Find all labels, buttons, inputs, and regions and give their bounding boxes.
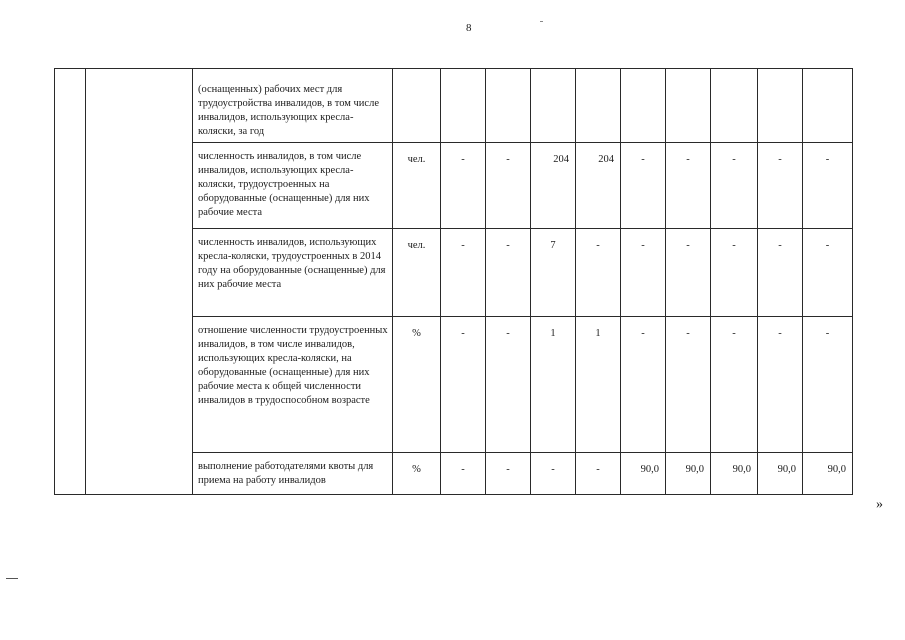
indicator-description: (оснащенных) рабочих мест для трудоустройства инвалидов, в том числе инвалидов, использующих кресла-коляски, за год [193,69,393,143]
value-cell [666,69,711,143]
value-cell: - [666,317,711,453]
value-cell: - [666,229,711,317]
value-cell: 90,0 [666,453,711,495]
indicator-description: численность инвалидов, в том числе инвалидов, использующих кресла-коляски, трудоустроенных на оборудованные (оснащенные) для них рабочие места [193,143,393,229]
value-cell: - [621,229,666,317]
page-number: 8 [466,22,472,34]
goal-cell [86,69,193,495]
value-cell [531,69,576,143]
value-cell: 204 [576,143,621,229]
closing-quote: » [876,497,883,512]
value-cell [758,69,803,143]
value-cell: 1 [576,317,621,453]
value-cell: - [486,143,531,229]
value-cell: - [758,143,803,229]
value-cell: - [441,453,486,495]
value-cell: - [803,317,853,453]
value-cell: - [576,453,621,495]
value-cell: 90,0 [621,453,666,495]
value-cell: 7 [531,229,576,317]
value-cell: - [758,229,803,317]
value-cell: - [711,229,758,317]
indicator-description: выполнение работодателями квоты для приема на работу инвалидов [193,453,393,495]
value-cell: - [531,453,576,495]
value-cell: - [803,229,853,317]
value-cell: 90,0 [758,453,803,495]
value-cell: 204 [531,143,576,229]
value-cell [486,69,531,143]
scan-artifact [540,21,543,22]
indicator-description: численность инвалидов, использующих кресла-коляски, трудоустроенных в 2014 году на оборудованные (оснащенные) для них рабочие места [193,229,393,317]
value-cell: - [666,143,711,229]
value-cell: - [711,143,758,229]
unit-cell: чел. [393,229,441,317]
indicator-description: отношение численности трудоустроенных инвалидов, в том числе инвалидов, использующих кресла-коляски, на оборудованные (оснащенные) для них рабочие места к общей численности инвалидов в трудоспособном возрасте [193,317,393,453]
unit-cell: % [393,453,441,495]
value-cell: - [621,317,666,453]
value-cell [711,69,758,143]
value-cell: - [441,143,486,229]
number-cell [55,69,86,495]
table-row [55,69,853,143]
value-cell [576,69,621,143]
value-cell: - [758,317,803,453]
value-cell: - [441,317,486,453]
value-cell: 90,0 [803,453,853,495]
value-cell: - [803,143,853,229]
value-cell [441,69,486,143]
value-cell [803,69,853,143]
value-cell: - [486,317,531,453]
indicator-table [54,68,853,495]
value-cell: - [576,229,621,317]
unit-cell: % [393,317,441,453]
unit-cell: чел. [393,143,441,229]
value-cell: 1 [531,317,576,453]
value-cell: - [486,229,531,317]
value-cell: - [621,143,666,229]
margin-mark [6,578,18,579]
unit-cell [393,69,441,143]
value-cell: - [486,453,531,495]
value-cell: - [441,229,486,317]
value-cell: - [711,317,758,453]
value-cell: 90,0 [711,453,758,495]
value-cell [621,69,666,143]
